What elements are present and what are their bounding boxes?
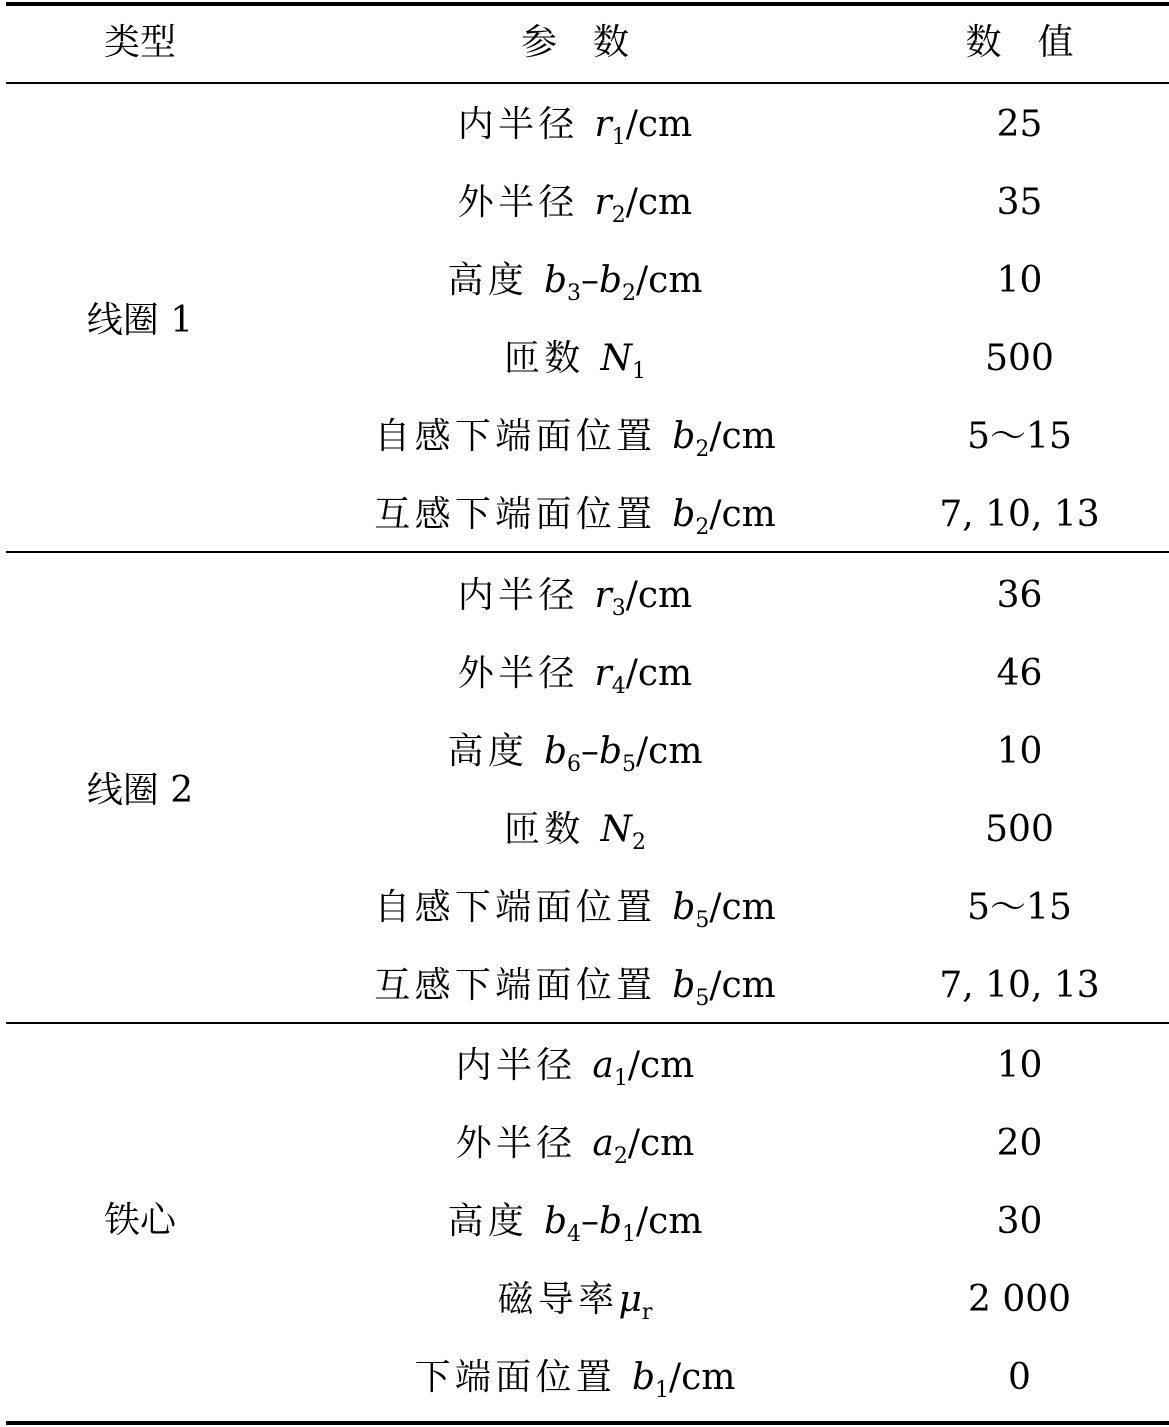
- param-subscript: 1: [613, 1066, 628, 1091]
- param-variable: b: [598, 731, 623, 772]
- param-cell: [280, 1201, 870, 1247]
- param-unit: /cm: [709, 887, 776, 928]
- param-unit: /cm: [627, 1123, 695, 1164]
- param-variable: b: [543, 731, 567, 772]
- value-cell: 36: [996, 575, 1043, 616]
- param-cell: [280, 1279, 870, 1325]
- value-cell: 30: [996, 1201, 1043, 1242]
- param-subscript: 2: [695, 515, 710, 540]
- param-cell: [280, 416, 870, 462]
- param-subscript: 2: [611, 203, 626, 228]
- header-value: 数 值: [965, 22, 1074, 63]
- param-unit: /cm: [636, 260, 703, 301]
- param-subscript: 2: [622, 281, 637, 306]
- param-unit: /cm: [709, 494, 776, 535]
- param-label: 外半径: [457, 653, 595, 694]
- param-label: 内半径: [457, 104, 595, 145]
- param-unit: /cm: [636, 731, 703, 772]
- value-cell: 5～15: [967, 887, 1072, 928]
- param-subscript: 5: [622, 752, 637, 777]
- param-cell: [280, 1357, 870, 1403]
- param-subscript: 2: [613, 1144, 628, 1169]
- param-minus: –: [580, 731, 599, 772]
- param-label: 内半径: [457, 575, 595, 616]
- param-cell: [280, 260, 870, 306]
- param-cell: [280, 575, 870, 621]
- param-variable: μ: [618, 1279, 642, 1320]
- param-cell: [280, 104, 870, 150]
- param-unit: /cm: [709, 965, 776, 1006]
- param-cell: [280, 731, 870, 777]
- param-variable: b: [672, 887, 696, 928]
- param-cell: [280, 494, 870, 540]
- header-type: 类型: [103, 22, 176, 63]
- value-cell: 25: [996, 104, 1043, 145]
- header-param: 参 数: [520, 22, 629, 63]
- param-variable: b: [543, 1201, 567, 1242]
- param-subscript: 1: [622, 1222, 637, 1247]
- param-variable: r: [594, 653, 612, 694]
- value-cell: 10: [996, 731, 1043, 772]
- param-variable: r: [594, 104, 612, 145]
- param-label: 自感下端面位置: [374, 416, 673, 457]
- param-subscript: 4: [611, 674, 626, 699]
- param-subscript: 1: [654, 1378, 669, 1403]
- param-variable: N: [600, 338, 632, 379]
- param-subscript: 5: [695, 908, 710, 933]
- param-subscript: 3: [611, 596, 626, 621]
- param-variable: b: [598, 260, 623, 301]
- group-rule-1: [6, 551, 1169, 553]
- param-variable: b: [598, 1201, 623, 1242]
- param-subscript: 1: [631, 359, 646, 384]
- param-cell: [280, 887, 870, 933]
- value-cell: 10: [996, 260, 1043, 301]
- param-unit: /cm: [709, 416, 776, 457]
- value-cell: 35: [996, 182, 1043, 223]
- param-label: 匝数: [504, 338, 601, 379]
- value-cell: 46: [996, 653, 1043, 694]
- param-unit: /cm: [625, 104, 693, 145]
- param-subscript: 4: [566, 1222, 581, 1247]
- bottom-rule: [6, 1421, 1169, 1425]
- param-unit: /cm: [668, 1357, 736, 1398]
- param-label: 高度: [447, 260, 544, 301]
- param-unit: /cm: [625, 182, 693, 223]
- param-label: 高度: [447, 731, 544, 772]
- param-label: 外半径: [455, 1123, 593, 1164]
- param-variable: b: [672, 965, 696, 1006]
- param-subscript: 2: [631, 830, 646, 855]
- group-type-label: 线圈 2: [86, 770, 194, 811]
- param-unit: /cm: [627, 1045, 695, 1086]
- param-minus: –: [580, 260, 599, 301]
- group-rule-2: [6, 1022, 1169, 1024]
- param-variable: r: [594, 182, 612, 223]
- param-cell: [280, 1045, 870, 1091]
- top-rule: [6, 2, 1169, 6]
- param-label: 匝数: [504, 809, 601, 850]
- value-cell: 5～15: [967, 416, 1072, 457]
- value-cell: 500: [985, 809, 1054, 850]
- param-variable: a: [592, 1045, 614, 1086]
- param-label: 内半径: [455, 1045, 593, 1086]
- param-variable: a: [592, 1123, 614, 1164]
- value-cell: 2 000: [967, 1279, 1072, 1320]
- param-subscript: 1: [611, 125, 626, 150]
- header-rule: [6, 82, 1169, 84]
- param-variable: b: [631, 1357, 655, 1398]
- param-subscript: 5: [695, 986, 710, 1011]
- param-cell: [280, 965, 870, 1011]
- param-label: 外半径: [457, 182, 595, 223]
- param-label: 互感下端面位置: [374, 494, 673, 535]
- param-unit: /cm: [625, 653, 693, 694]
- group-type-label: 线圈 1: [86, 300, 194, 341]
- value-cell: 7, 10, 13: [939, 494, 1100, 535]
- param-label: 互感下端面位置: [374, 965, 673, 1006]
- param-cell: [280, 809, 870, 855]
- param-label: 自感下端面位置: [374, 887, 673, 928]
- value-cell: 20: [996, 1123, 1043, 1164]
- value-cell: 0: [1008, 1357, 1031, 1398]
- param-variable: b: [672, 416, 696, 457]
- param-subscript: r: [641, 1300, 653, 1325]
- param-variable: b: [672, 494, 696, 535]
- param-variable: r: [594, 575, 612, 616]
- param-subscript: 3: [566, 281, 581, 306]
- param-subscript: 2: [695, 437, 710, 462]
- value-cell: 500: [985, 338, 1054, 379]
- param-cell: [280, 653, 870, 699]
- param-unit: /cm: [625, 575, 693, 616]
- param-variable: b: [543, 260, 567, 301]
- value-cell: 7, 10, 13: [939, 965, 1100, 1006]
- param-variable: N: [600, 809, 632, 850]
- param-cell: [280, 1123, 870, 1169]
- param-subscript: 6: [566, 752, 581, 777]
- group-type-label: 铁心: [103, 1200, 176, 1241]
- param-label: 高度: [447, 1201, 544, 1242]
- param-label: 下端面位置: [414, 1357, 632, 1398]
- param-minus: –: [580, 1201, 599, 1242]
- param-label: 磁导率: [497, 1279, 619, 1320]
- param-cell: [280, 182, 870, 228]
- value-cell: 10: [996, 1045, 1043, 1086]
- param-unit: /cm: [636, 1201, 703, 1242]
- param-cell: [280, 338, 870, 384]
